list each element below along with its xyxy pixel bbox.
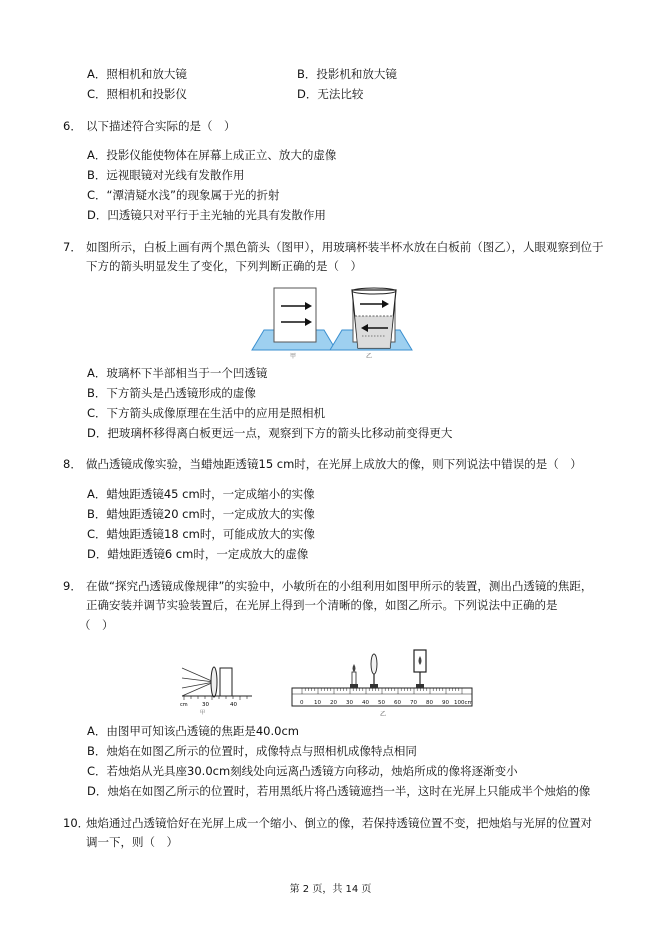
q5-option-c: C．照相机和投影仪 <box>87 87 188 101</box>
q8-option-b: B．蜡烛距透镜20 cm时，一定成放大的实像 <box>87 507 315 521</box>
q9-fig-jia-label: 甲 <box>200 710 206 716</box>
q7-stem-line-1: 如图所示，白板上画有两个黑色箭头（图甲），用玻璃杯装半杯水放在白板前（图乙），人眼观察到位于 <box>86 240 604 254</box>
q7-fig-yi-label: 乙 <box>366 353 373 360</box>
q6-option-c: C．“潭清疑水浅”的现象属于光的折射 <box>87 188 280 202</box>
q9-fig-yi-label: 乙 <box>380 711 387 718</box>
q9-fig-yi-tick-30: 30 <box>346 700 353 706</box>
q5-option-a: A．照相机和放大镜 <box>87 67 187 81</box>
q9-fig-yi-tick-20: 20 <box>330 700 337 706</box>
q6-number: 6． <box>63 119 82 133</box>
q6-option-a: A．投影仪能使物体在屏幕上成正立、放大的虚像 <box>87 148 337 162</box>
q5-option-b: B．投影机和放大镜 <box>297 67 397 81</box>
q9-option-c: C．若烛焰从光具座30.0cm刻线处向远离凸透镜方向移动，烛焰所成的像将逐渐变小 <box>87 764 518 778</box>
q9-fig-yi-tick-90: 90 <box>442 700 449 706</box>
q9-fig-yi-tick-10: 10 <box>314 700 321 706</box>
q7-figure <box>250 286 415 360</box>
q9-stem-line-1: 在做“探究凸透镜成像规律”的实验中，小敏所在的小组利用如图甲所示的装置，测出凸透镜的焦距， <box>86 579 593 593</box>
q9-figure-yi <box>290 648 480 720</box>
q7-option-c: C．下方箭头成像原理在生活中的应用是照相机 <box>87 406 326 420</box>
q8-option-c: C．蜡烛距透镜18 cm时，可能成放大的实像 <box>87 527 315 541</box>
q9-fig-yi-tick-0: 0 <box>300 700 304 706</box>
page-footer: 第 2 页，共 14 页 <box>289 884 372 895</box>
q7-option-a: A．玻璃杯下半部相当于一个凹透镜 <box>87 366 268 380</box>
q9-fig-yi-lens <box>370 654 378 688</box>
q7-fig-jia-label: 甲 <box>290 353 297 360</box>
q7-option-b: B．下方箭头是凸透镜形成的虚像 <box>87 386 256 400</box>
q7-stem-line-2: 下方的箭头明显发生了变化，下列判断正确的是（ ） <box>86 259 362 273</box>
q10-stem-line-1: 烛焰通过凸透镜恰好在光屏上成一个缩小、倒立的像，若保持透镜位置不变，把烛焰与光屏的位置对 <box>86 816 592 830</box>
q9-fig-jia-tick-30: 30 <box>202 702 209 708</box>
q8-option-a: A．蜡烛距透镜45 cm时，一定成缩小的实像 <box>87 487 315 501</box>
q9-number: 9． <box>63 579 82 593</box>
q7-number: 7． <box>63 240 82 254</box>
q7-option-d: D．把玻璃杯移得离白板更远一点，观察到下方的箭头比移动前变得更大 <box>87 426 453 440</box>
q9-figure-jia <box>180 660 262 716</box>
q9-fig-yi-tick-80: 80 <box>426 700 433 706</box>
q9-stem-line-3: （ ） <box>79 618 114 632</box>
q6-option-b: B．远视眼镜对光线有发散作用 <box>87 168 245 182</box>
q7-fig-yi-water <box>355 316 393 348</box>
q9-fig-jia-screen <box>220 668 232 696</box>
q6-option-d: D．凹透镜只对平行于主光轴的光具有发散作用 <box>87 208 326 222</box>
q9-fig-jia-unit: cm <box>180 702 188 708</box>
q5-option-d: D．无法比较 <box>297 87 364 101</box>
q10-stem-line-2: 调一下，则（ ） <box>86 835 178 849</box>
q9-fig-yi-candle <box>350 664 358 688</box>
q9-fig-jia-tick-40: 40 <box>230 702 237 708</box>
q9-option-d: D．烛焰在如图乙所示的位置时，若用黑纸片将凸透镜遮挡一半，这时在光屏上只能成半个烛焰的像 <box>87 784 591 798</box>
q8-number: 8． <box>63 457 82 471</box>
q9-fig-yi-tick-100: 100cm <box>454 700 473 706</box>
q6-stem: 以下描述符合实际的是（ ） <box>86 119 236 133</box>
q10-number: 10． <box>63 816 90 830</box>
q9-option-a: A．由图甲可知该凸透镜的焦距是40.0cm <box>87 724 299 738</box>
q9-fig-yi-tick-60: 60 <box>394 700 401 706</box>
q9-option-b: B．烛焰在如图乙所示的位置时，成像特点与照相机成像特点相同 <box>87 744 417 758</box>
q9-stem-line-2: 正确安装并调节实验装置后，在光屏上得到一个清晰的像，如图乙所示。下列说法中正确的是 <box>86 598 558 612</box>
q9-fig-yi-screen <box>414 650 426 688</box>
q8-stem: 做凸透镜成像实验，当蜡烛距透镜15 cm时，在光屏上成放大的像，则下列说法中错误的是（ ） <box>86 457 582 471</box>
q9-fig-yi-tick-40: 40 <box>362 700 369 706</box>
q9-fig-jia-lens <box>211 667 217 697</box>
q9-fig-yi-tick-70: 70 <box>410 700 417 706</box>
q7-fig-jia-board <box>274 288 316 342</box>
q8-option-d: D．蜡烛距透镜6 cm时，一定成放大的虚像 <box>87 547 309 561</box>
q9-fig-yi-tick-50: 50 <box>378 700 385 706</box>
